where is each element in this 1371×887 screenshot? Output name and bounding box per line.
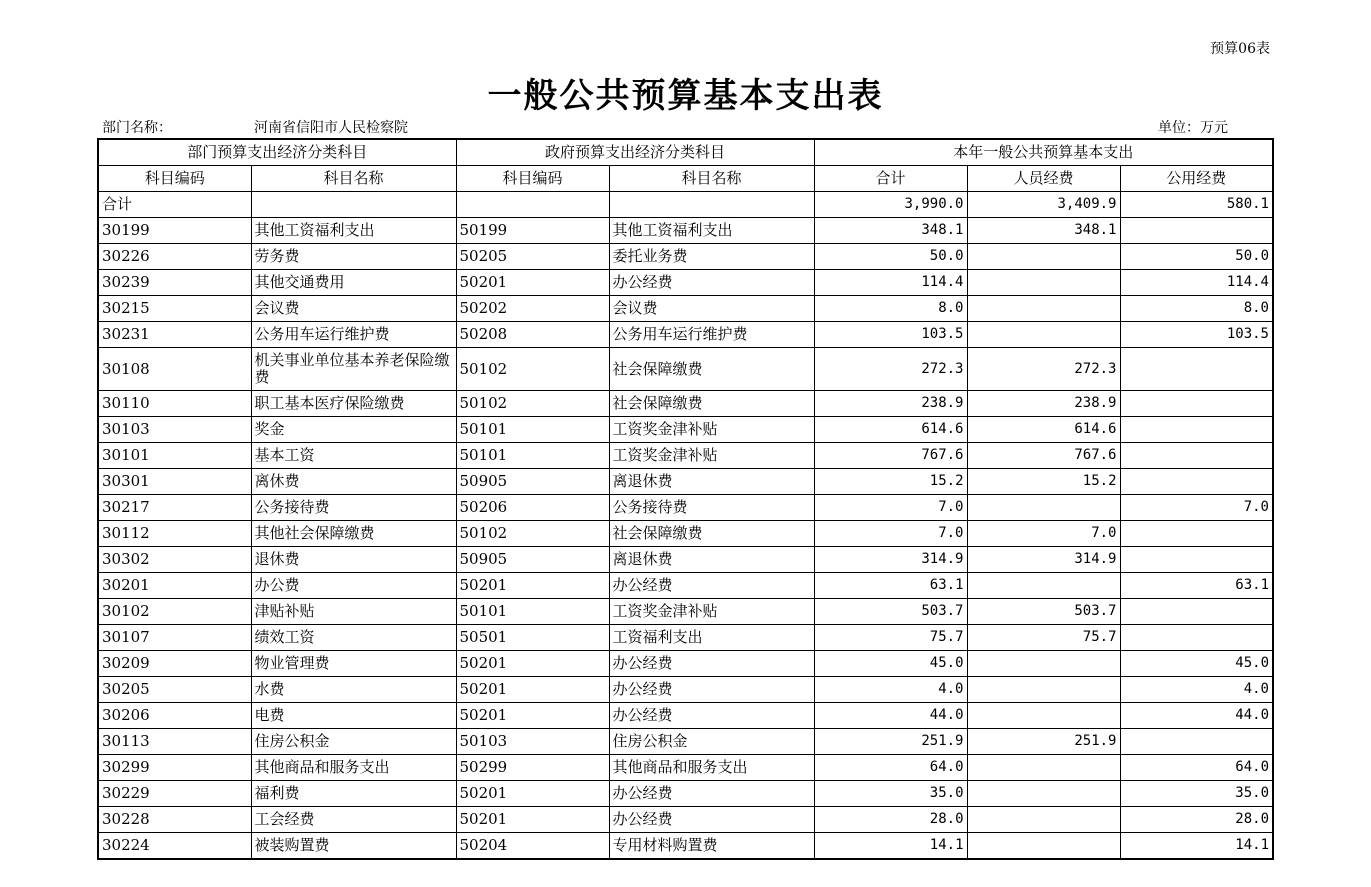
personnel-cell: 503.7 [967,599,1120,625]
column-header-row [98,166,1273,192]
dept-code-cell: 30102 [98,599,251,625]
gov-code-cell: 50101 [456,443,609,469]
dept-code-cell: 30107 [98,625,251,651]
gov-code-cell: 50201 [456,573,609,599]
dept-code-cell: 30239 [98,270,251,296]
public-cell [1120,218,1273,244]
personnel-cell: 15.2 [967,469,1120,495]
public-cell: 45.0 [1120,651,1273,677]
dept-name-cell: 职工基本医疗保险缴费 [251,391,456,417]
table-row [98,270,1273,296]
gov-code-cell: 50201 [456,703,609,729]
gov-code-cell: 50205 [456,244,609,270]
personnel-cell [967,296,1120,322]
total-cell: 14.1 [814,833,967,860]
dept-code-cell: 30201 [98,573,251,599]
gov-code-cell: 50208 [456,322,609,348]
total-public-value: 580.1 [1120,192,1273,218]
gov-code-cell: 50201 [456,651,609,677]
personnel-cell [967,807,1120,833]
gov-name-cell: 公务用车运行维护费 [609,322,814,348]
public-cell: 64.0 [1120,755,1273,781]
table-row [98,296,1273,322]
dept-name-cell: 其他交通费用 [251,270,456,296]
personnel-cell: 75.7 [967,625,1120,651]
public-cell: 35.0 [1120,781,1273,807]
total-cell: 64.0 [814,755,967,781]
personnel-cell [967,833,1120,860]
table-row [98,322,1273,348]
col-header-gov-name: 科目名称 [609,166,814,192]
gov-name-cell: 委托业务费 [609,244,814,270]
table-row [98,729,1273,755]
gov-code-cell: 50199 [456,218,609,244]
dept-name-cell: 水费 [251,677,456,703]
gov-name-cell: 公务接待费 [609,495,814,521]
public-cell: 4.0 [1120,677,1273,703]
personnel-cell [967,755,1120,781]
public-cell: 103.5 [1120,322,1273,348]
gov-name-cell: 办公经费 [609,573,814,599]
gov-name-cell: 办公经费 [609,677,814,703]
table-row [98,348,1273,391]
public-cell [1120,729,1273,755]
total-cell: 103.5 [814,322,967,348]
total-cell: 8.0 [814,296,967,322]
total-personnel-value: 3,409.9 [967,192,1120,218]
gov-name-cell: 工资奖金津补贴 [609,599,814,625]
gov-code-cell: 50101 [456,417,609,443]
public-cell [1120,348,1273,391]
dept-label: 部门名称： [102,120,172,136]
dept-code-cell: 30108 [98,348,251,391]
group-header-row [98,139,1273,166]
public-cell: 8.0 [1120,296,1273,322]
dept-code-cell: 30301 [98,469,251,495]
table-row [98,417,1273,443]
dept-name-cell: 工会经费 [251,807,456,833]
total-cell-empty [251,192,456,218]
gov-code-cell: 50204 [456,833,609,860]
table-row [98,781,1273,807]
dept-name-cell: 退休费 [251,547,456,573]
dept-name-cell: 机关事业单位基本养老保险缴费 [251,348,456,391]
dept-code-cell: 30228 [98,807,251,833]
public-cell [1120,625,1273,651]
gov-name-cell: 住房公积金 [609,729,814,755]
table-row [98,677,1273,703]
dept-name-cell: 公务接待费 [251,495,456,521]
dept-name-cell: 其他工资福利支出 [251,218,456,244]
gov-code-cell: 50101 [456,599,609,625]
total-row [98,192,1273,218]
public-cell [1120,469,1273,495]
public-cell [1120,417,1273,443]
total-cell: 314.9 [814,547,967,573]
total-cell: 272.3 [814,348,967,391]
page-title: 一般公共预算基本支出表 [487,76,884,116]
dept-code-cell: 30113 [98,729,251,755]
gov-code-cell: 50201 [456,781,609,807]
gov-code-cell: 50102 [456,391,609,417]
dept-code-cell: 30205 [98,677,251,703]
public-cell: 28.0 [1120,807,1273,833]
table-row [98,495,1273,521]
personnel-cell: 7.0 [967,521,1120,547]
total-sum-value: 3,990.0 [814,192,967,218]
gov-name-cell: 社会保障缴费 [609,521,814,547]
dept-code-cell: 30299 [98,755,251,781]
public-cell: 44.0 [1120,703,1273,729]
gov-code-cell: 50299 [456,755,609,781]
dept-name-cell: 被装购置费 [251,833,456,860]
table-row [98,218,1273,244]
dept-code-cell: 30229 [98,781,251,807]
gov-name-cell: 其他商品和服务支出 [609,755,814,781]
dept-name-cell: 其他商品和服务支出 [251,755,456,781]
table-row [98,547,1273,573]
col-header-dept-name: 科目名称 [251,166,456,192]
table-row [98,833,1273,860]
gov-name-cell: 办公经费 [609,781,814,807]
dept-code-cell: 30226 [98,244,251,270]
gov-code-cell: 50905 [456,469,609,495]
table-row [98,703,1273,729]
public-cell: 63.1 [1120,573,1273,599]
public-cell [1120,521,1273,547]
dept-code-cell: 30217 [98,495,251,521]
total-cell: 614.6 [814,417,967,443]
personnel-cell: 767.6 [967,443,1120,469]
gov-code-cell: 50202 [456,296,609,322]
personnel-cell: 348.1 [967,218,1120,244]
col-header-dept-code: 科目编码 [98,166,251,192]
public-cell [1120,599,1273,625]
dept-code-cell: 30103 [98,417,251,443]
total-cell: 7.0 [814,495,967,521]
total-cell: 50.0 [814,244,967,270]
col-header-total: 合计 [814,166,967,192]
group-header-gov: 政府预算支出经济分类科目 [456,139,814,166]
dept-name-cell: 住房公积金 [251,729,456,755]
table-row [98,391,1273,417]
personnel-cell [967,322,1120,348]
dept-code-cell: 30224 [98,833,251,860]
total-cell: 4.0 [814,677,967,703]
dept-code-cell: 30209 [98,651,251,677]
public-cell: 7.0 [1120,495,1273,521]
dept-name-cell: 其他社会保障缴费 [251,521,456,547]
gov-name-cell: 社会保障缴费 [609,348,814,391]
personnel-cell: 238.9 [967,391,1120,417]
total-cell: 35.0 [814,781,967,807]
total-cell-empty [609,192,814,218]
public-cell: 50.0 [1120,244,1273,270]
dept-name-value: 河南省信阳市人民检察院 [254,120,408,136]
table-row [98,521,1273,547]
gov-name-cell: 其他工资福利支出 [609,218,814,244]
col-header-gov-code: 科目编码 [456,166,609,192]
dept-code-cell: 30215 [98,296,251,322]
gov-code-cell: 50501 [456,625,609,651]
gov-name-cell: 离退休费 [609,469,814,495]
dept-name-cell: 津贴补贴 [251,599,456,625]
dept-code-cell: 30101 [98,443,251,469]
personnel-cell [967,703,1120,729]
group-header-expense: 本年一般公共预算基本支出 [814,139,1273,166]
gov-name-cell: 办公经费 [609,807,814,833]
table-row [98,807,1273,833]
table-row [98,573,1273,599]
gov-name-cell: 社会保障缴费 [609,391,814,417]
dept-name-cell: 办公费 [251,573,456,599]
gov-name-cell: 工资福利支出 [609,625,814,651]
gov-code-cell: 50905 [456,547,609,573]
dept-code-cell: 30231 [98,322,251,348]
gov-name-cell: 办公经费 [609,651,814,677]
dept-name-cell: 离休费 [251,469,456,495]
public-cell [1120,443,1273,469]
total-cell-empty [456,192,609,218]
personnel-cell [967,244,1120,270]
gov-name-cell: 离退休费 [609,547,814,573]
total-cell: 63.1 [814,573,967,599]
total-cell: 251.9 [814,729,967,755]
table-row [98,244,1273,270]
form-code: 预算06表 [1210,41,1270,57]
gov-name-cell: 工资奖金津补贴 [609,417,814,443]
total-cell: 238.9 [814,391,967,417]
personnel-cell: 314.9 [967,547,1120,573]
gov-code-cell: 50201 [456,270,609,296]
personnel-cell [967,781,1120,807]
total-cell: 7.0 [814,521,967,547]
gov-code-cell: 50103 [456,729,609,755]
total-cell: 503.7 [814,599,967,625]
group-header-dept: 部门预算支出经济分类科目 [98,139,456,166]
budget-table [97,138,1274,860]
dept-name-cell: 劳务费 [251,244,456,270]
gov-name-cell: 专用材料购置费 [609,833,814,860]
total-cell: 348.1 [814,218,967,244]
personnel-cell [967,495,1120,521]
total-cell: 45.0 [814,651,967,677]
dept-code-cell: 30206 [98,703,251,729]
dept-code-cell: 30199 [98,218,251,244]
gov-name-cell: 工资奖金津补贴 [609,443,814,469]
dept-code-cell: 30110 [98,391,251,417]
dept-code-cell: 30302 [98,547,251,573]
gov-name-cell: 办公经费 [609,703,814,729]
total-cell: 44.0 [814,703,967,729]
public-cell: 114.4 [1120,270,1273,296]
public-cell: 14.1 [1120,833,1273,860]
dept-name-cell: 电费 [251,703,456,729]
total-cell: 28.0 [814,807,967,833]
table-row [98,443,1273,469]
personnel-cell: 614.6 [967,417,1120,443]
table-row [98,469,1273,495]
public-cell [1120,547,1273,573]
total-cell: 114.4 [814,270,967,296]
gov-code-cell: 50206 [456,495,609,521]
dept-name-cell: 绩效工资 [251,625,456,651]
table-row [98,599,1273,625]
col-header-public: 公用经费 [1120,166,1273,192]
table-row [98,651,1273,677]
col-header-personnel: 人员经费 [967,166,1120,192]
unit-label: 单位：万元 [1158,120,1228,136]
gov-code-cell: 50201 [456,807,609,833]
gov-name-cell: 会议费 [609,296,814,322]
dept-name-cell: 会议费 [251,296,456,322]
personnel-cell [967,573,1120,599]
personnel-cell: 251.9 [967,729,1120,755]
dept-name-cell: 公务用车运行维护费 [251,322,456,348]
personnel-cell [967,270,1120,296]
table-row [98,625,1273,651]
gov-code-cell: 50102 [456,521,609,547]
dept-code-cell: 30112 [98,521,251,547]
personnel-cell [967,677,1120,703]
gov-code-cell: 50102 [456,348,609,391]
dept-name-cell: 奖金 [251,417,456,443]
total-label: 合计 [98,192,251,218]
public-cell [1120,391,1273,417]
table-row [98,755,1273,781]
personnel-cell [967,651,1120,677]
dept-name-cell: 福利费 [251,781,456,807]
dept-name-cell: 物业管理费 [251,651,456,677]
total-cell: 767.6 [814,443,967,469]
total-cell: 75.7 [814,625,967,651]
dept-name-cell: 基本工资 [251,443,456,469]
total-cell: 15.2 [814,469,967,495]
personnel-cell: 272.3 [967,348,1120,391]
gov-code-cell: 50201 [456,677,609,703]
gov-name-cell: 办公经费 [609,270,814,296]
